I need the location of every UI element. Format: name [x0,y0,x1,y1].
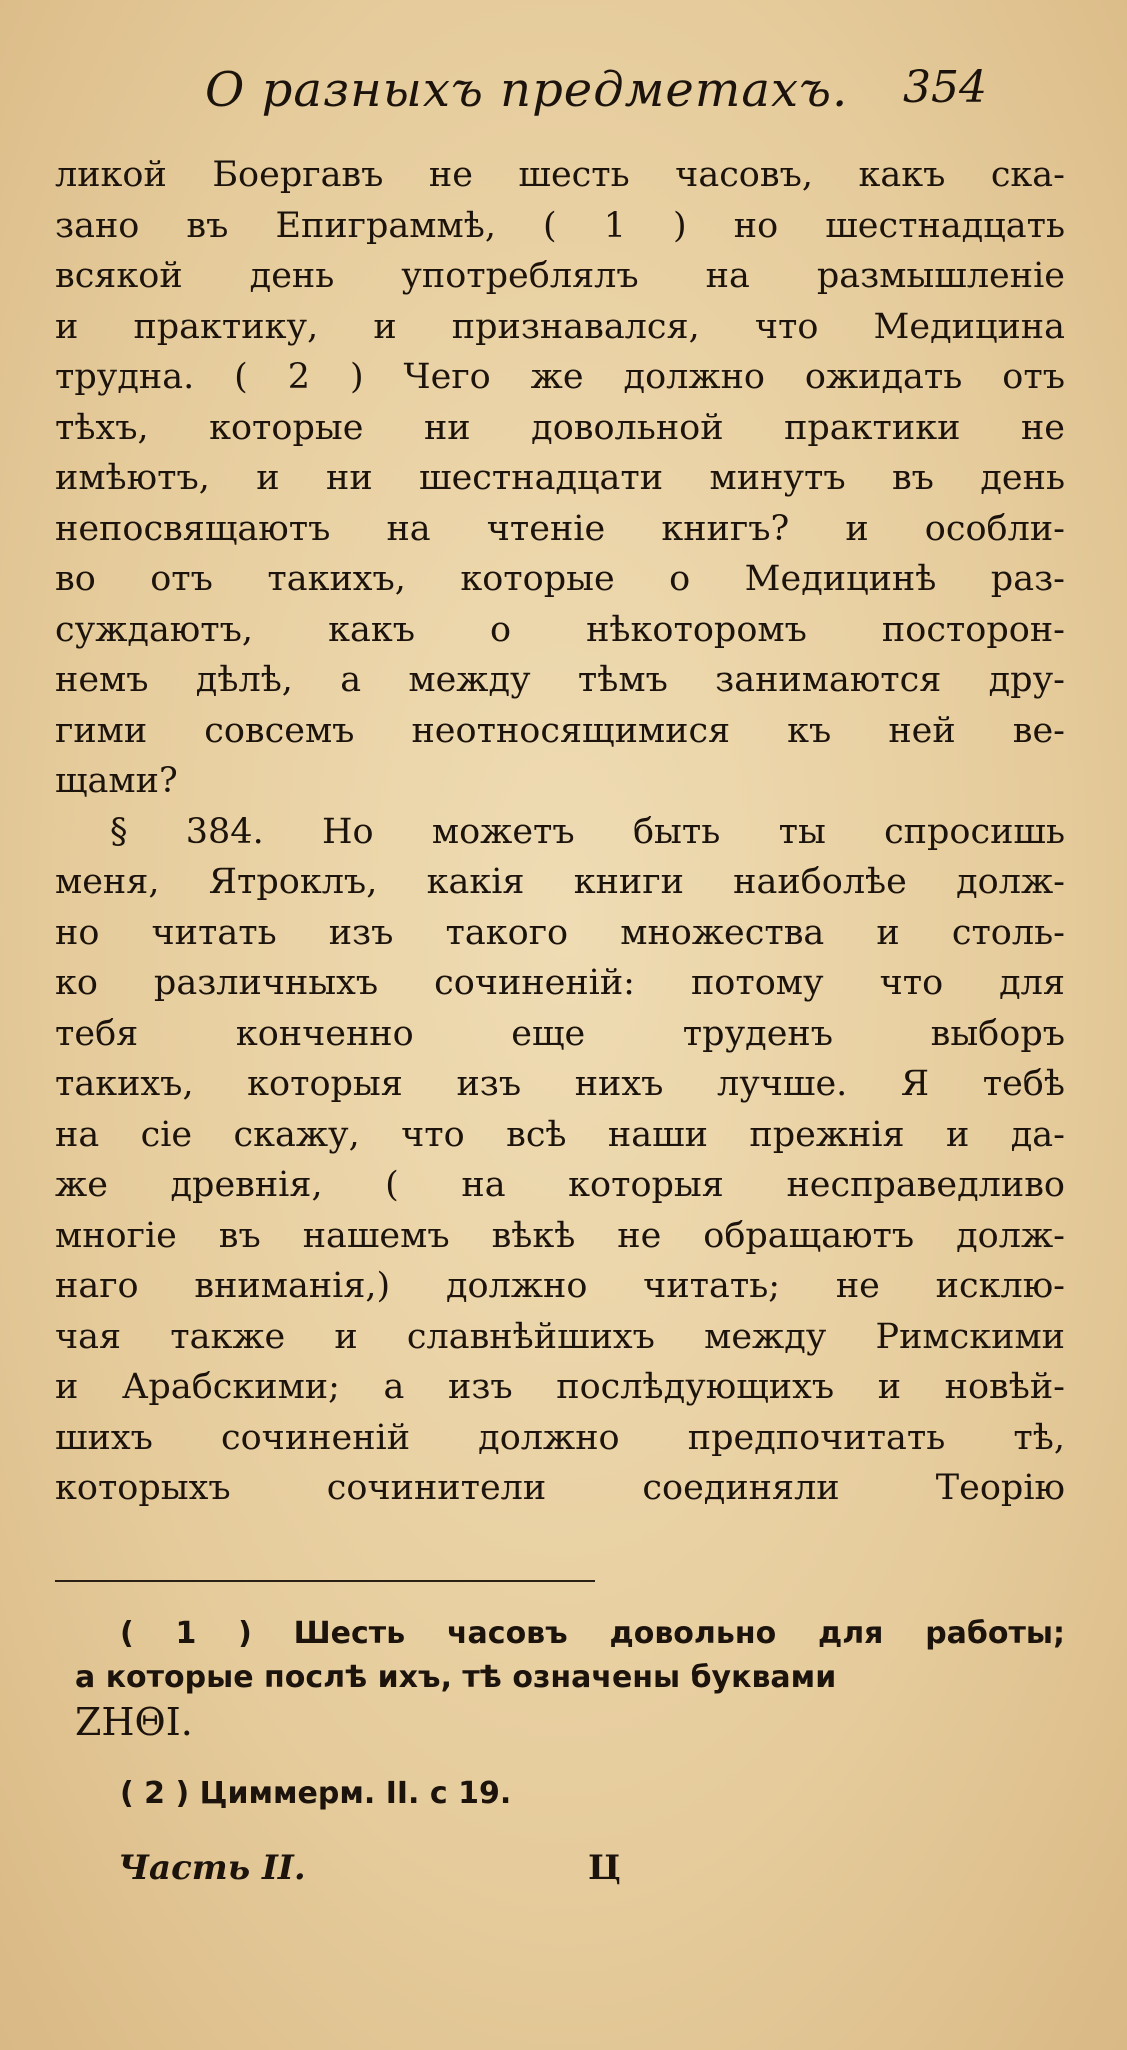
text-line: непосвящаютъ на чтеніе книгъ? и особли- [55,508,1065,549]
text-line: ликой Боергавъ не шесть часовъ, какъ ска- [55,155,1065,195]
section-start-line: § 384. Но можетъ быть ты спросишь [110,811,1065,852]
text-line: тебя конченно еще труденъ выборъ [55,1013,1065,1054]
text-line: во отъ такихъ, которые о Медицинѣ раз- [55,559,1065,599]
running-header [0,62,1127,132]
signature-mark: Ц [588,1848,621,1888]
text-line: меня, Ятроклъ, какія книги наиболѣе долж- [55,862,1065,902]
text-line: же древнія, ( на которыя несправедливо [55,1165,1065,1205]
text-line: трудна. ( 2 ) Чего же должно ожидать отъ [55,357,1065,397]
text-line: ко различныхъ сочиненій: потому что для [55,963,1065,1003]
page-number: 354 [903,62,987,113]
text-line: которыхъ сочинители соединяли Теорію [55,1468,1065,1508]
main-text [55,150,1065,1514]
text-line: и Арабскими; а изъ послѣдующихъ и новѣй- [55,1367,1065,1407]
text-line: чая также и славнѣйшихъ между Римскими [55,1316,1065,1357]
text-line: такихъ, которыя изъ нихъ лучше. Я тебѣ [55,1064,1065,1104]
running-title: О разныхъ предметахъ. [205,62,849,118]
text-line: щами? [55,761,178,801]
footnote-1-letters: ZHΘI. [75,1700,193,1744]
footnote-1-line: а которые послѣ ихъ, тѣ означены буквами [75,1660,837,1695]
footnote-2: ( 2 ) Циммерм. II. с 19. [120,1776,512,1811]
text-line: на сіе скажу, что всѣ наши прежнія и да- [55,1114,1065,1155]
text-line: шихъ сочиненій должно предпочитать тѣ, [55,1417,1065,1458]
text-line: тѣхъ, которые ни довольной практики не [55,407,1065,448]
text-line: но читать изъ такого множества и столь- [55,912,1065,953]
text-line: и практику, и признавался, что Медицина [55,306,1065,347]
text-line: немъ дѣлѣ, а между тѣмъ занимаются дру- [55,660,1065,700]
text-line: всякой день употреблялъ на размышленіе [55,256,1065,296]
volume-part: Часть II. [118,1848,306,1888]
footnote-divider [55,1580,595,1582]
text-line: гими совсемъ неотносящимися къ ней ве- [55,710,1065,751]
footnote-1-line: ( 1 ) Шесть часовъ довольно для работы; [120,1616,1065,1651]
text-line: зано въ Епиграммѣ, ( 1 ) но шестнадцать [55,205,1065,246]
text-line: имѣютъ, и ни шестнадцати минутъ въ день [55,458,1065,498]
footnotes [75,1612,1065,1816]
text-line: наго вниманія,) должно читать; не исклю- [55,1266,1065,1306]
signature-line [118,1848,1018,1898]
text-line: многіе въ нашемъ вѣкѣ не обращаютъ долж- [55,1215,1065,1256]
text-line: суждаютъ, какъ о нѣкоторомъ посторон- [55,609,1065,650]
